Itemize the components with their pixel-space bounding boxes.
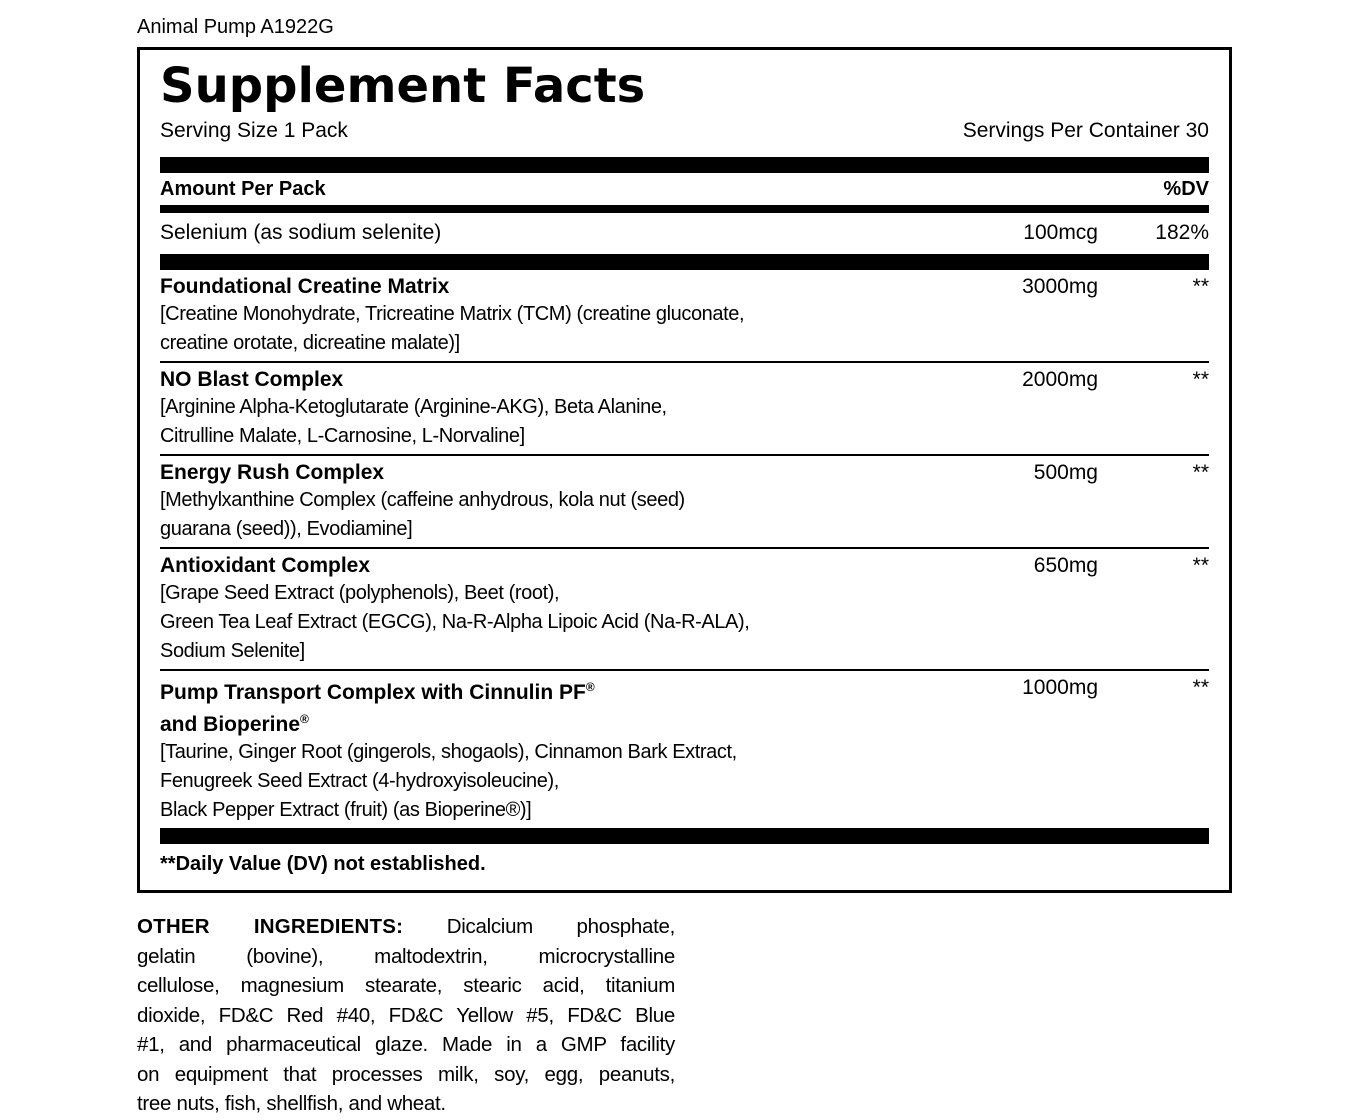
ingredient-amount: 2000mg xyxy=(1022,367,1098,391)
registered-mark: ® xyxy=(585,679,595,694)
ingredient-header-row xyxy=(160,459,1209,486)
ingredient-dv: ** xyxy=(1192,553,1209,577)
nutrient-amount: 100mcg xyxy=(1023,220,1098,244)
ingredient-amount: 3000mg xyxy=(1022,274,1098,298)
other-ingredients-line: #1, and pharmaceutical glaze. Made in a GMP facility xyxy=(137,1033,675,1056)
other-ingredients-line: on equipment that processes milk, soy, egg, peanuts, xyxy=(137,1062,675,1086)
other-ingredients-line: gelatin (bovine), maltodextrin, microcrystalline xyxy=(137,944,675,968)
ingredient-section-no-blast xyxy=(160,363,1209,456)
ingredient-section-pump-transport xyxy=(160,671,1209,828)
amount-per-pack-header: Amount Per Pack xyxy=(160,177,326,200)
ingredient-name: Foundational Creatine Matrix xyxy=(160,274,450,298)
separator-bar-thick xyxy=(160,157,1209,173)
ingredient-dv: ** xyxy=(1192,675,1209,699)
ingredient-name-line2: and Bioperine xyxy=(160,712,301,736)
sub-ingredients xyxy=(160,486,1209,544)
ingredient-amount: 500mg xyxy=(1033,460,1098,484)
separator-bar-thick xyxy=(160,828,1209,844)
servings-per-container: Servings Per Container 30 xyxy=(962,118,1209,142)
sub-ingredients xyxy=(160,300,1209,358)
ingredient-name xyxy=(160,674,948,738)
ingredient-header-row xyxy=(160,273,1209,300)
nutrient-name: Selenium (as sodium selenite) xyxy=(160,220,442,244)
ingredient-name-line1: Pump Transport Complex with Cinnulin PF xyxy=(160,680,586,704)
ingredient-name: Antioxidant Complex xyxy=(160,553,371,577)
product-code: Animal Pump A1922G xyxy=(137,16,334,38)
sub-ingredient-line: Citrulline Malate, L-Carnosine, L-Norvaline] xyxy=(160,424,525,447)
supplement-facts-panel xyxy=(137,47,1232,893)
ingredient-dv: ** xyxy=(1192,367,1209,391)
serving-size: Serving Size 1 Pack xyxy=(160,118,348,142)
ingredient-section-antioxidant xyxy=(160,549,1209,671)
sub-ingredient-line: guarana (seed)), Evodiamine] xyxy=(160,517,413,540)
column-header-row xyxy=(160,173,1209,205)
other-ingredients-paragraph xyxy=(137,912,675,1119)
sub-ingredient-line: [Arginine Alpha-Ketoglutarate (Arginine-AKG), Beta Alanine, xyxy=(160,395,667,418)
other-ingredients-text: Dicalcium phosphate, xyxy=(446,915,675,938)
ingredient-dv: ** xyxy=(1192,274,1209,298)
ingredient-header-row xyxy=(160,552,1209,579)
other-ingredients-line xyxy=(137,912,675,942)
dv-header: %DV xyxy=(1163,177,1209,200)
ingredient-header-row xyxy=(160,366,1209,393)
ingredient-amount: 1000mg xyxy=(1022,675,1098,699)
ingredient-section-creatine xyxy=(160,270,1209,363)
ingredient-section-energy-rush xyxy=(160,456,1209,549)
sub-ingredient-line: Sodium Selenite] xyxy=(160,639,305,662)
registered-mark: ® xyxy=(300,711,309,726)
panel-title: Supplement Facts xyxy=(160,58,646,114)
ingredient-name: NO Blast Complex xyxy=(160,367,344,391)
sub-ingredient-line: [Taurine, Ginger Root (gingerols, shogaols), Cinnamon Bark Extract, xyxy=(160,740,737,763)
separator-bar-thick xyxy=(160,254,1209,270)
sub-ingredients xyxy=(160,579,1209,666)
other-ingredients-line: dioxide, FD&C Red #40, FD&C Yellow #5, FD&C Blue xyxy=(137,1003,675,1027)
sub-ingredient-line: Black Pepper Extract (fruit) (as Bioperine®)] xyxy=(160,798,532,821)
serving-info-row xyxy=(160,118,1209,144)
sub-ingredients xyxy=(160,393,1209,451)
sub-ingredient-line: [Methylxanthine Complex (caffeine anhydrous, kola nut (seed) xyxy=(160,488,685,511)
nutrient-dv: 182% xyxy=(1155,220,1209,244)
dv-footnote: **Daily Value (DV) not established. xyxy=(160,852,486,875)
sub-ingredient-line: Fenugreek Seed Extract (4-hydroxyisoleucine), xyxy=(160,769,559,792)
sub-ingredients xyxy=(160,738,1209,825)
sub-ingredient-line: Green Tea Leaf Extract (EGCG), Na-R-Alpha Lipoic Acid (Na-R-ALA), xyxy=(160,610,750,633)
other-ingredients-line: tree nuts, fish, shellfish, and wheat. xyxy=(137,1092,446,1115)
ingredient-name: Energy Rush Complex xyxy=(160,460,385,484)
sub-ingredient-line: creatine orotate, dicreatine malate)] xyxy=(160,331,460,354)
other-ingredients-label: OTHER INGREDIENTS: xyxy=(137,915,404,938)
ingredient-dv: ** xyxy=(1192,460,1209,484)
sub-ingredient-line: [Grape Seed Extract (polyphenols), Beet (root), xyxy=(160,581,560,604)
ingredient-amount: 650mg xyxy=(1033,553,1098,577)
ingredient-header-row xyxy=(160,674,1209,738)
other-ingredients-line: cellulose, magnesium stearate, stearic acid, titanium xyxy=(137,974,675,997)
sub-ingredient-line: [Creatine Monohydrate, Tricreatine Matrix (TCM) (creatine gluconate, xyxy=(160,302,745,325)
separator-bar-medium xyxy=(160,205,1209,213)
nutrient-row-selenium xyxy=(160,213,1209,254)
